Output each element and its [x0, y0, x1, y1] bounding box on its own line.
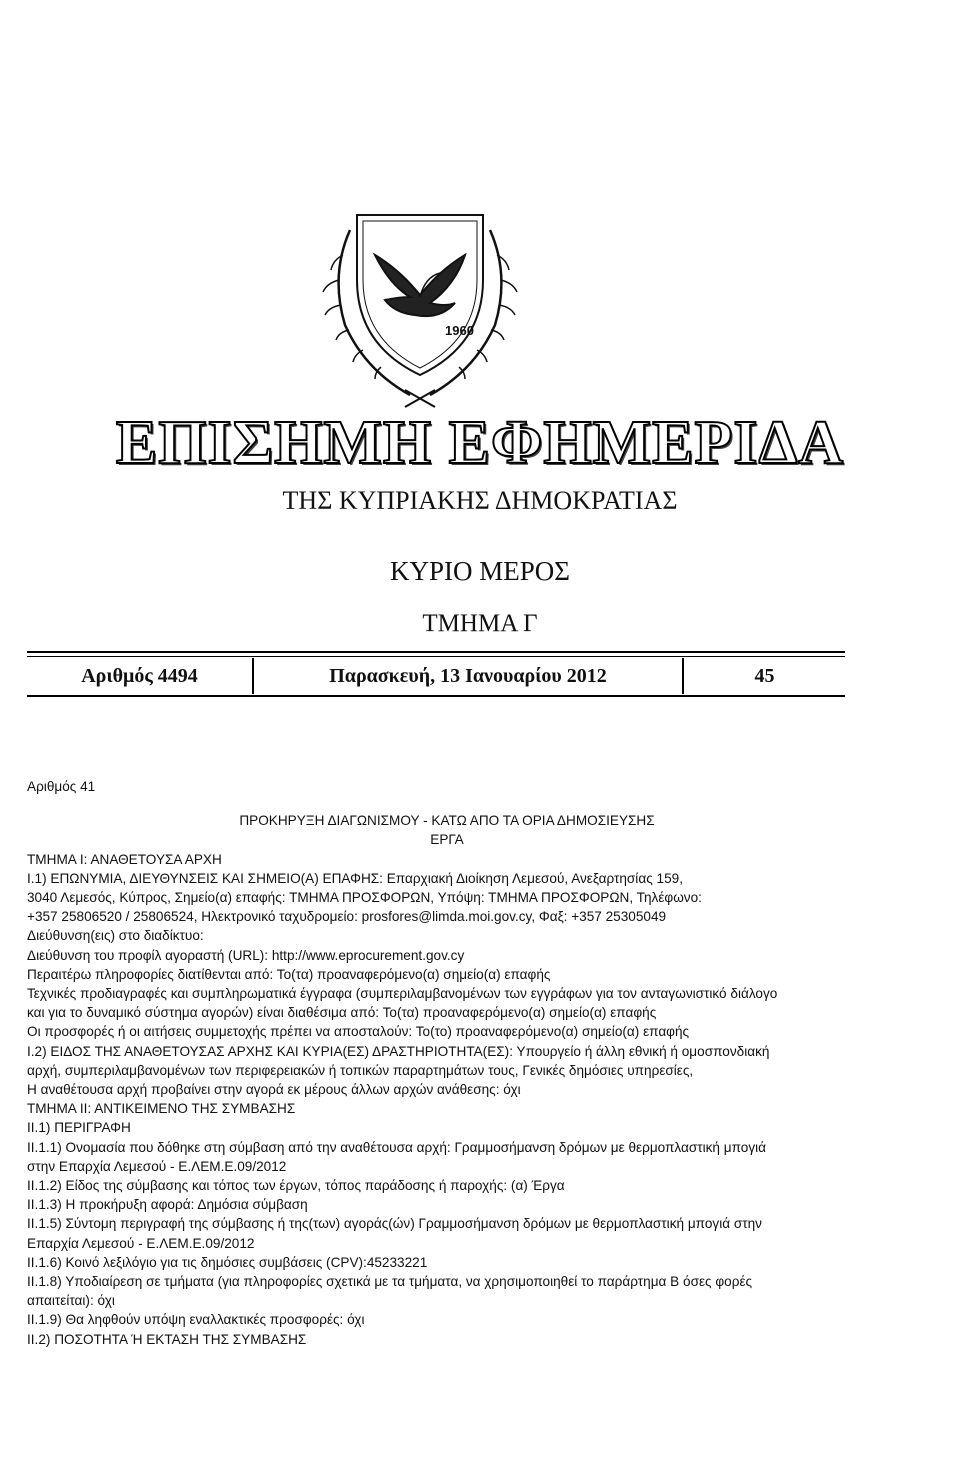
gazette-title: ΕΠΙΣΗΜΗ ΕΦΗΜΕΡΙΔΑ: [115, 409, 845, 477]
notice-heading: ΠΡΟΚΗΡΥΞΗ ΔΙΑΓΩΝΙΣΜΟΥ - ΚΑΤΩ ΑΠΟ ΤΑ ΟΡΙΑ ΔΗΜΟΣΙΕΥΣΗΣ: [239, 813, 655, 829]
notice-line: ΙΙ.1.8) Υποδιαίρεση σε τμήματα (για πληροφορίες σχετικά με τα τμήματα, να χρησιμοποιηθεί το παράρτημα Β όσες φορές: [27, 1274, 753, 1290]
notice-line: ΙΙ.1.9) Θα ληφθούν υπόψη εναλλακτικές προσφορές: όχι: [27, 1312, 365, 1328]
gazette-subtitle: ΤΗΣ ΚΥΠΡΙΑΚΗΣ ΔΗΜΟΚΡΑΤΙΑΣ: [282, 486, 678, 515]
notice-line: Τεχνικές προδιαγραφές και συμπληρωματικά έγγραφα (συμπεριλαμβανομένων των εγγράφων για τον ανταγωνιστικό διάλογο: [27, 986, 778, 1002]
page-number: 45: [754, 664, 775, 687]
notice-line: Οι προσφορές ή οι αιτήσεις συμμετοχής πρέπει να αποσταλούν: Το(το) προαναφερόμενο(α) σημείο(α) επαφής: [27, 1024, 690, 1040]
notice-line: Διεύθυνση του προφίλ αγοραστή (URL): http://www.eprocurement.gov.cy: [27, 947, 465, 963]
notice-line: ΤΜΗΜΑ Ι: ΑΝΑΘΕΤΟΥΣΑ ΑΡΧΗ: [27, 851, 222, 867]
notice-line: Επαρχία Λεμεσού - Ε.ΛΕΜ.Ε.09/2012: [27, 1235, 255, 1251]
issue-number: Αριθμός 4494: [27, 658, 254, 694]
notice-line: ΙΙ.1.3) Η προκήρυξη αφορά: Δημόσια σύμβαση: [27, 1197, 308, 1213]
issue-bar: [27, 658, 845, 694]
notice-line: I.1) ΕΠΩΝΥΜΙΑ, ΔΙΕΥΘΥΝΣΕΙΣ ΚΑΙ ΣΗΜΕΙΟ(Α) ΕΠΑΦΗΣ: Επαρχιακή Διοίκηση Λεμεσού, Ανεξαρτησίας 159,: [27, 870, 683, 886]
notice-line: Η αναθέτουσα αρχή προβαίνει στην αγορά εκ μέρους άλλων αρχών ανάθεσης: όχι: [27, 1082, 521, 1098]
emblem-year: 1960: [445, 323, 474, 338]
gazette-section: ΤΜΗΜΑ Γ: [422, 610, 538, 637]
notice-line: αρχή, συμπεριλαμβανομένων των περιφερειακών ή τοπικών παραρτημάτων τους, Γενικές δημόσιες υπηρεσίες,: [27, 1062, 694, 1078]
notice-line: Διεύθυνση(εις) στο διαδίκτυο:: [27, 928, 204, 944]
notice-line: στην Επαρχία Λεμεσού - Ε.ΛΕΜ.Ε.09/2012: [27, 1158, 287, 1174]
cyprus-coat-of-arms-icon: [305, 185, 535, 410]
top-rule-inner: [27, 656, 845, 657]
notice-line: ΙΙ.1.2) Είδος της σύμβασης και τόπος των έργων, τόπος παράδοσης ή παροχής: (α) Έργα: [27, 1178, 565, 1194]
issue-date: Παρασκευή, 13 Ιανουαρίου 2012: [254, 658, 684, 694]
notice-line: ΙΙ.2) ΠΟΣΟΤΗΤΑ Ή ΕΚΤΑΣΗ ΤΗΣ ΣΥΜΒΑΣΗΣ: [27, 1331, 307, 1347]
notice-line: ΙΙ.1) ΠΕΡΙΓΡΑΦΗ: [27, 1120, 131, 1136]
notice-line: ΤΜΗΜΑ ΙΙ: ΑΝΤΙΚΕΙΜΕΝΟ ΤΗΣ ΣΥΜΒΑΣΗΣ: [27, 1101, 296, 1117]
notice-body: [27, 777, 867, 1349]
notice-line: ΙΙ.1.6) Κοινό λεξιλόγιο για τις δημόσιες συμβάσεις (CPV):45233221: [27, 1254, 428, 1270]
notice-number: Αριθμός 41: [27, 779, 96, 794]
top-rule-outer: [27, 651, 845, 653]
notice-line: ΙΙ.1.1) Ονομασία που δόθηκε στη σύμβαση από την αναθέτουσα αρχή: Γραμμοσήμανση δρόμων με θερμοπλαστική μπογιά: [27, 1139, 767, 1155]
notice-subheading: ΕΡΓΑ: [430, 832, 464, 848]
notice-line: +357 25806520 / 25806524, Ηλεκτρονικό ταχυδρομείο: prosfores@limda.moi.gov.cy, Φαξ: +357 25305049: [27, 909, 667, 925]
notice-line: Περαιτέρω πληροφορίες διατίθενται από: Το(τα) προαναφερόμενο(α) σημείο(α) επαφής: [27, 966, 551, 982]
notice-line: απαιτείται): όχι: [27, 1293, 115, 1309]
notice-line: 3040 Λεμεσός, Κύπρος, Σημείο(α) επαφής: ΤΜΗΜΑ ΠΡΟΣΦΟΡΩΝ, Υπόψη: ΤΜΗΜΑ ΠΡΟΣΦΟΡΩΝ, Τηλέφωνο:: [27, 890, 702, 906]
notice-line: I.2) ΕΙΔΟΣ ΤΗΣ ΑΝΑΘΕΤΟΥΣΑΣ ΑΡΧΗΣ ΚΑΙ ΚΥΡΙΑ(ΕΣ) ΔΡΑΣΤΗΡΙΟΤΗΤΑ(ΕΣ): Υπουργείο ή άλλη εθνική ή ομοσπονδιακή: [27, 1043, 770, 1059]
notice-line: και για το δυναμικό σύστημα αγορών) είναι διαθέσιμα από: Το(τα) προαναφερόμενο(α) σημείο(α) επαφής: [27, 1005, 657, 1021]
bottom-rule: [27, 695, 845, 697]
notice-line: ΙΙ.1.5) Σύντομη περιγραφή της σύμβασης ή της(των) αγοράς(ών) Γραμμοσήμανση δρόμων με θερμοπλαστική μπογιά στην: [27, 1216, 762, 1232]
gazette-part: ΚΥΡΙΟ ΜΕΡΟΣ: [390, 556, 570, 586]
